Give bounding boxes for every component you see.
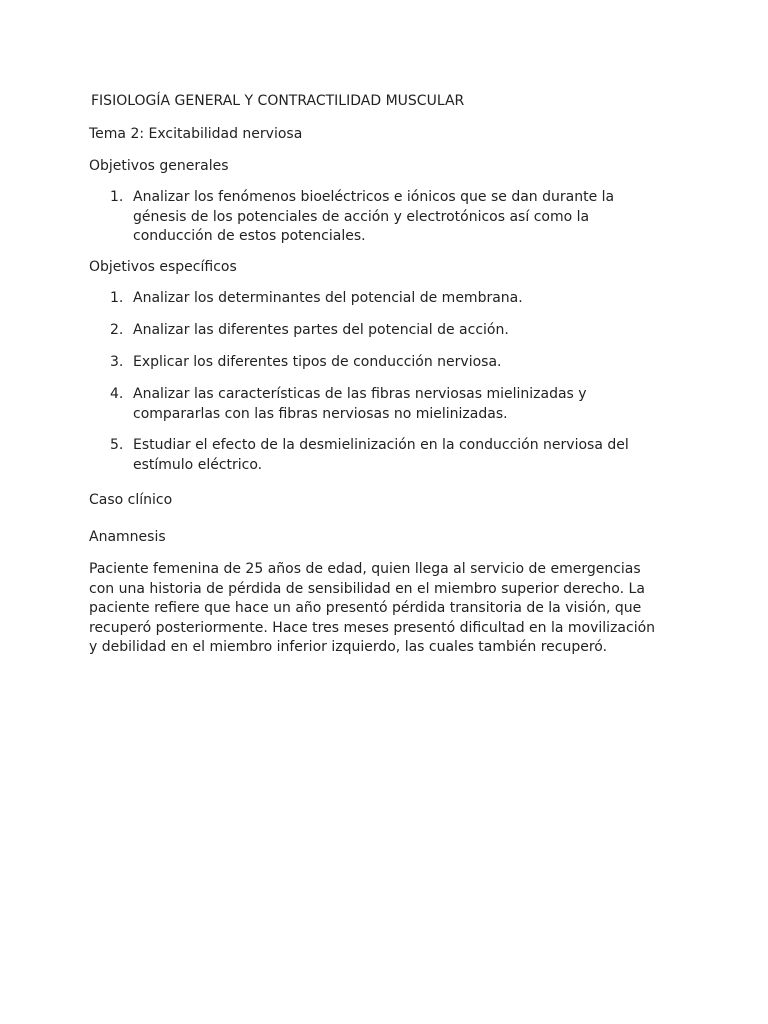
text-line: Analizar las diferentes partes del potencial de acción.	[133, 322, 509, 338]
list-number: 4.	[110, 386, 124, 402]
list-item-text	[133, 436, 653, 475]
specific-objectives-heading: Objetivos específicos	[89, 259, 237, 275]
text-line: paciente refiere que hace un año presentó pérdida transitoria de la visión, que	[89, 600, 642, 616]
text-line: Analizar las características de las fibras nerviosas mielinizadas y	[133, 386, 587, 402]
anamnesis-paragraph	[89, 560, 655, 658]
text-line: recuperó posteriormente. Hace tres meses presentó dificultad en la movilización	[89, 619, 656, 636]
text-line: y debilidad en el miembro inferior izquierdo, las cuales también recuperó.	[89, 639, 608, 655]
clinical-case-heading: Caso clínico	[89, 492, 173, 508]
text-line: conducción de estos potenciales.	[133, 228, 366, 244]
document-title: FISIOLOGÍA GENERAL Y CONTRACTILIDAD MUSCULAR	[91, 93, 465, 109]
text-line: Explicar los diferentes tipos de conducción nerviosa.	[133, 354, 502, 370]
text-line: génesis de los potenciales de acción y electrotónicos así como la	[133, 208, 590, 225]
list-item-text	[133, 385, 653, 424]
text-line: Analizar los determinantes del potencial de membrana.	[133, 290, 523, 306]
text-line: compararlas con las fibras nerviosas no mielinizadas.	[133, 405, 508, 422]
list-number: 2.	[110, 322, 124, 338]
list-item-text	[133, 188, 653, 247]
text-line: estímulo eléctrico.	[133, 456, 263, 473]
list-number: 5.	[110, 437, 124, 453]
list-number: 1.	[110, 290, 124, 306]
text-line: Estudiar el efecto de la desmielinización en la conducción nerviosa del	[133, 437, 629, 453]
text-line: con una historia de pérdida de sensibilidad en el miembro superior derecho. La	[89, 580, 645, 597]
text-line: Paciente femenina de 25 años de edad, quien llega al servicio de emergencias	[89, 561, 641, 577]
general-objectives-heading: Objetivos generales	[89, 158, 229, 174]
list-item-text	[133, 353, 653, 373]
topic-heading: Tema 2: Excitabilidad nerviosa	[89, 126, 303, 142]
list-number: 1.	[110, 189, 124, 205]
list-item-text	[133, 321, 653, 341]
list-item-text	[133, 289, 653, 309]
list-number: 3.	[110, 354, 124, 370]
anamnesis-heading: Anamnesis	[89, 529, 166, 545]
text-line: Analizar los fenómenos bioeléctricos e iónicos que se dan durante la	[133, 189, 615, 205]
